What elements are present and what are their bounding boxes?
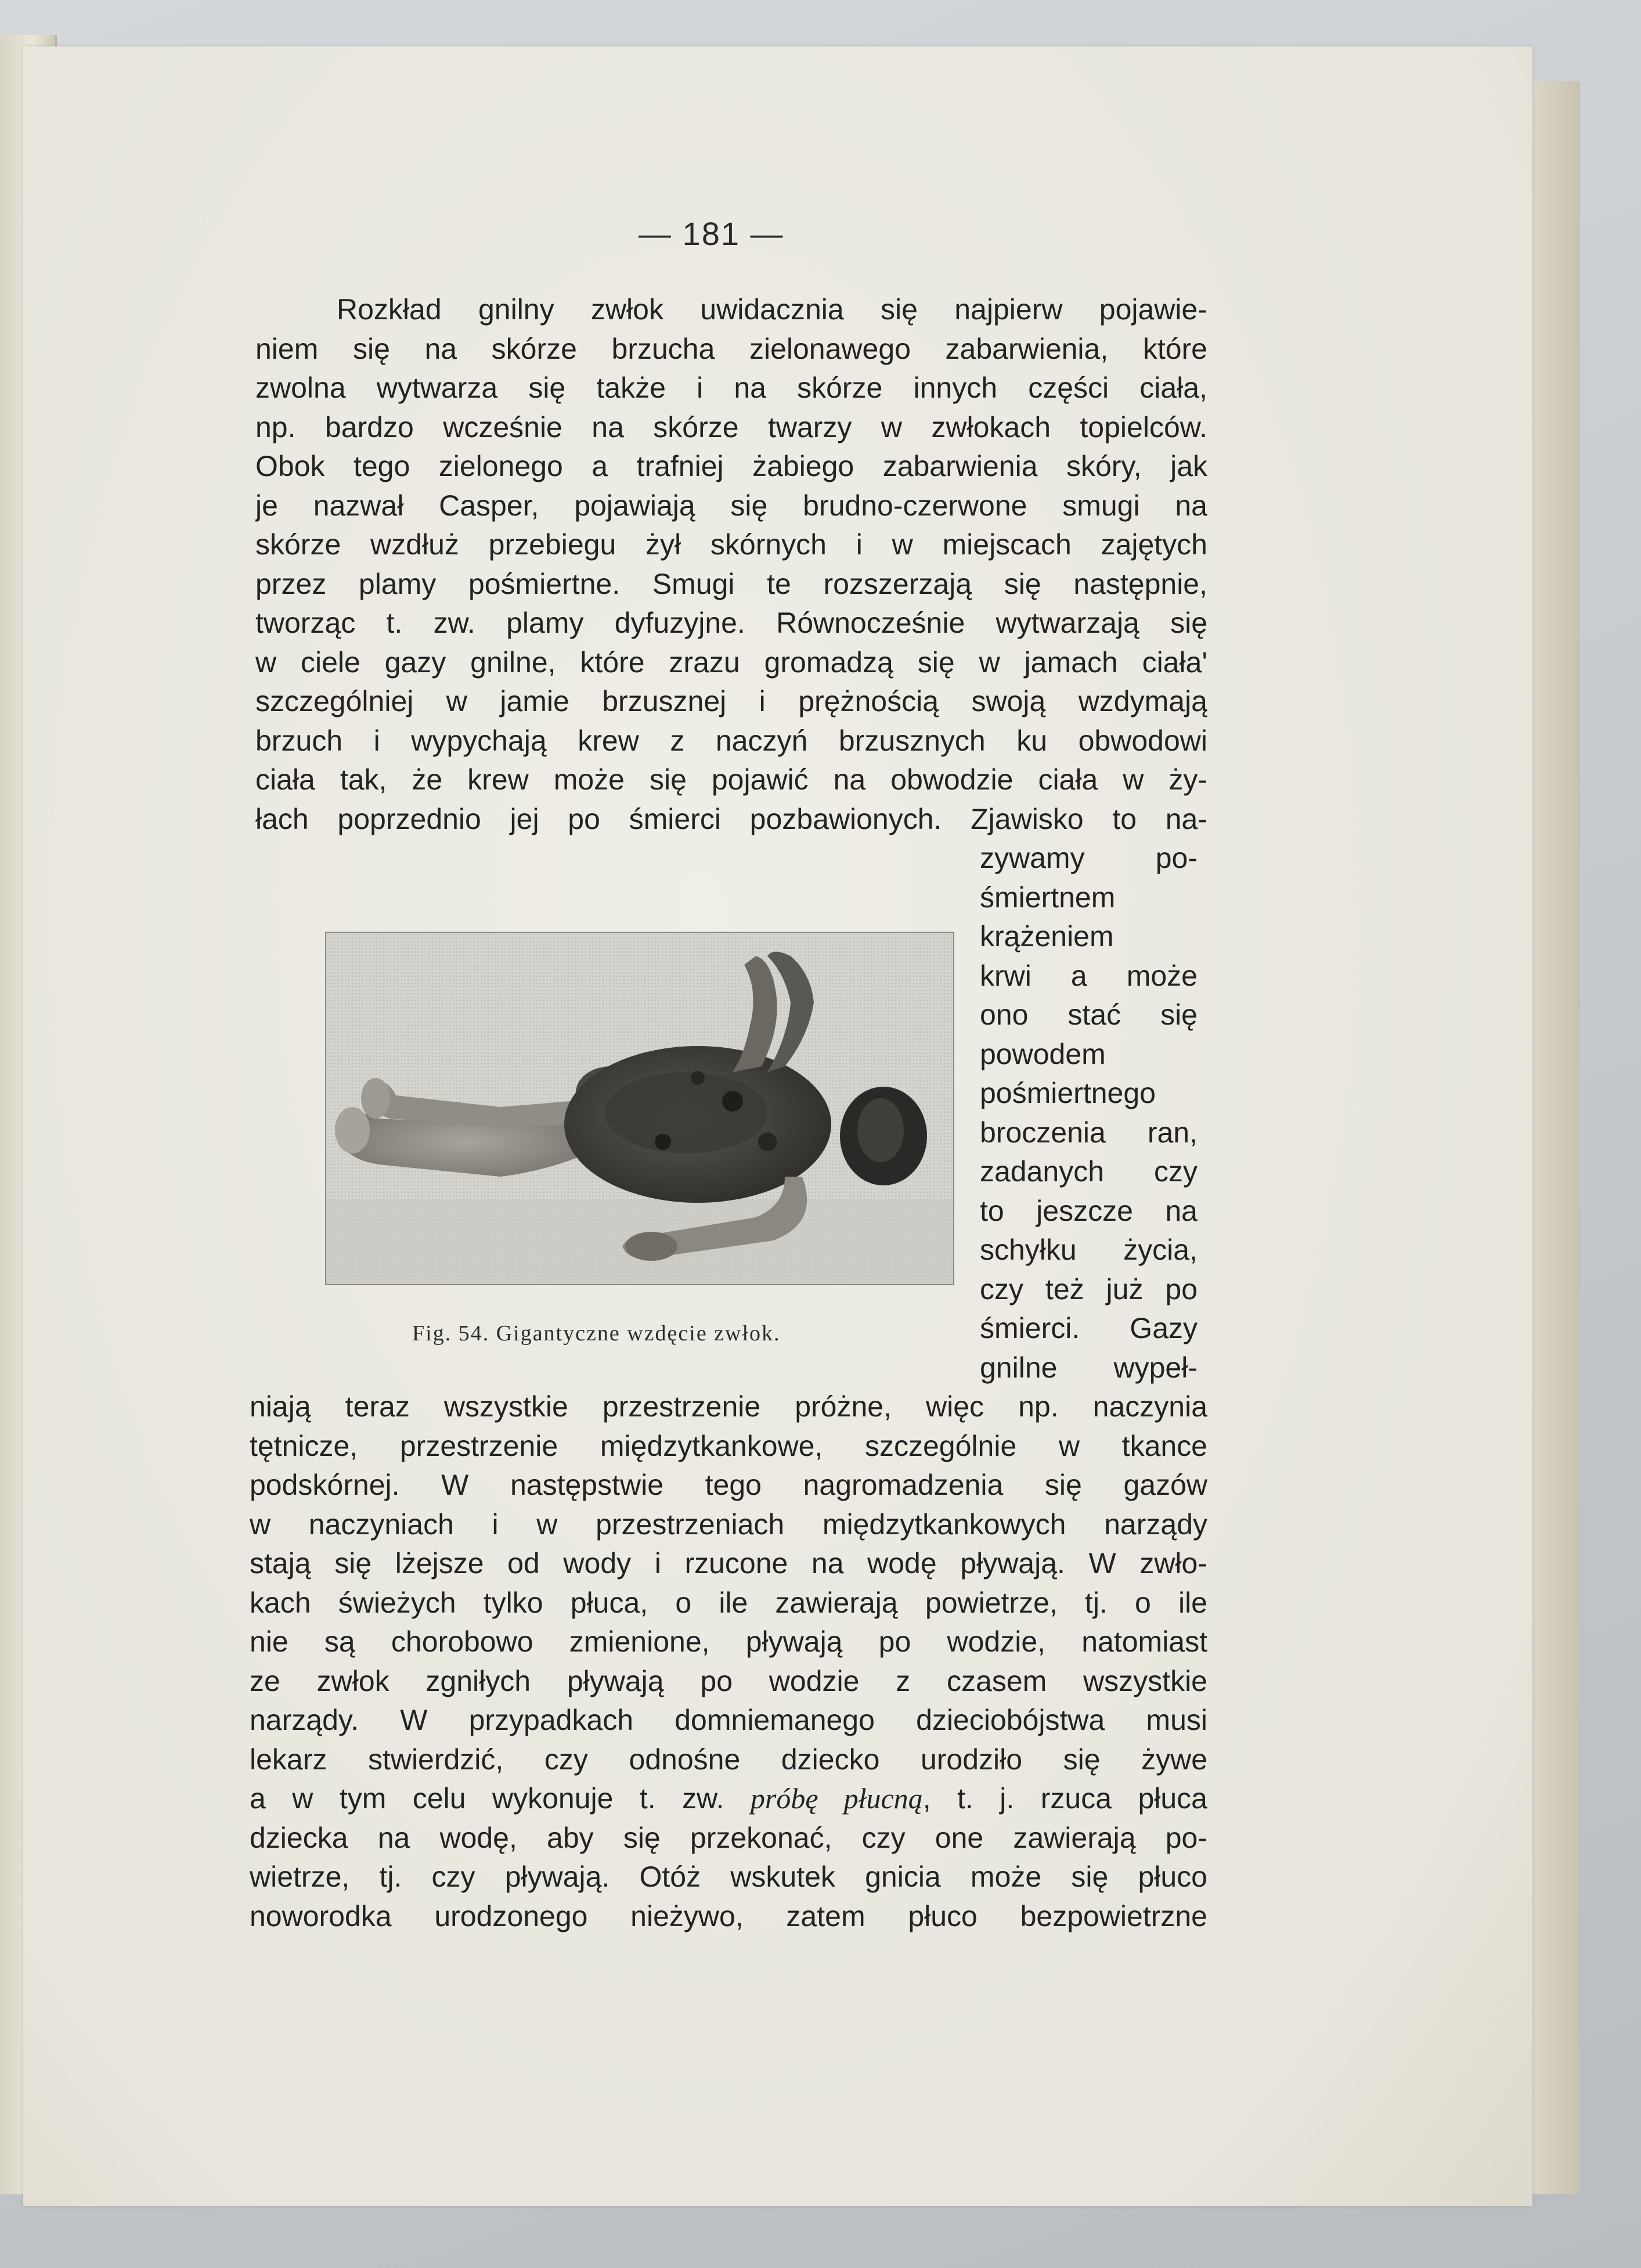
text-line: schyłku życia, — [980, 1234, 1198, 1266]
text-line: gnilne wypeł- — [980, 1351, 1198, 1384]
text-line: przez plamy pośmiertne. Smugi te rozszerzają się następnie, — [255, 567, 1207, 600]
text-line: zwolna wytwarza się także i na skórze innych części ciała, — [255, 372, 1207, 404]
text-line: krwi a może — [980, 959, 1198, 992]
text-line: zywamy po- — [980, 842, 1198, 874]
page-number: — 181 — — [639, 215, 784, 252]
paragraph-bottom — [250, 1387, 1207, 1936]
text-line: śmiertnem — [980, 881, 1116, 914]
figure-caption: Fig. 54. Gigantyczne wzdęcie zwłok. — [412, 1321, 781, 1346]
text-line: lekarz stwierdzić, czy odnośne dziecko urodziło się żywe — [250, 1743, 1207, 1776]
text-line: tworząc t. zw. plamy dyfuzyjne. Równocześnie wytwarzają się — [255, 607, 1207, 639]
halftone-photo-bloated-corpse-icon — [326, 933, 953, 1284]
text-line: narządy. W przypadkach domniemanego dzieciobójstwa musi — [250, 1704, 1207, 1736]
text-line: niem się na skórze brzucha zielonawego zabarwienia, które — [255, 332, 1207, 365]
text-line: powodem — [980, 1037, 1106, 1070]
text-line: noworodka urodzonego nieżywo, zatem płuco bezpowietrzne — [250, 1899, 1207, 1932]
text-line: to jeszcze na — [980, 1194, 1198, 1227]
text-line: szczególniej w jamie brzusznej i prężnością swoją wzdymają — [255, 685, 1207, 717]
text-line: je nazwał Casper, pojawiają się brudno-czerwone smugi na — [255, 489, 1207, 522]
text-line: brzuch i wypychają krew z naczyń brzusznych ku obwodowi — [255, 724, 1207, 757]
text-line: nie są chorobowo zmienione, pływają po wodzie, natomiast — [250, 1625, 1207, 1658]
text-line-italic: a w tym celu wykonuje t. zw. próbę płucną, t. j. rzuca płuca — [250, 1782, 1207, 1815]
text-line: ze zwłok zgniłych pływają po wodzie z czasem wszystkie — [250, 1664, 1207, 1697]
text-line: niają teraz wszystkie przestrzenie próżne, więc np. naczynia — [250, 1390, 1207, 1423]
text-line: kach świeżych tylko płuca, o ile zawierają powietrze, tj. o ile — [250, 1586, 1207, 1619]
text-line: Obok tego zielonego a trafniej żabiego zabarwienia skóry, jak — [255, 450, 1207, 482]
text-line: stają się lżejsze od wody i rzucone na wodę pływają. W zwło- — [250, 1547, 1207, 1580]
text-line: krążeniem — [980, 920, 1114, 953]
text-line: skórze wzdłuż przebiegu żył skórnych i w miejscach zajętych — [255, 528, 1207, 561]
text-line: zadanych czy — [980, 1155, 1198, 1188]
figure-photo — [325, 932, 954, 1285]
text-line: pośmiertnego — [980, 1077, 1156, 1109]
text-line: ciała tak, że krew może się pojawić na obwodzie ciała w ży- — [255, 763, 1207, 796]
book-page — [23, 46, 1532, 2206]
text-line: ono stać się — [980, 998, 1198, 1031]
text-line: Rozkład gnilny zwłok uwidacznia się najpierw pojawie- — [337, 293, 1207, 326]
text-line: łach poprzednio jej po śmierci pozbawionych. Zjawisko to na- — [255, 802, 1207, 835]
text-line: w naczyniach i w przestrzeniach międzytkankowych narządy — [250, 1508, 1207, 1541]
text-line: wietrze, tj. czy pływają. Otóż wskutek gnicia może się płuco — [250, 1860, 1207, 1893]
text-line: broczenia ran, — [980, 1116, 1198, 1149]
text-line: tętnicze, przestrzenie międzytkankowe, szczególnie w tkance — [250, 1429, 1207, 1462]
text-line: podskórnej. W następstwie tego nagromadzenia się gazów — [250, 1469, 1207, 1501]
text-line: w ciele gazy gnilne, które zrazu gromadzą się w jamach ciała' — [255, 646, 1207, 679]
text-line: czy też już po — [980, 1272, 1198, 1306]
text-line: dziecka na wodę, aby się przekonać, czy one zawierają po- — [250, 1821, 1207, 1854]
side-column-text — [980, 839, 1198, 1387]
italic-term: próbę płucną — [750, 1782, 923, 1815]
text-line: śmierci. Gazy — [980, 1312, 1198, 1344]
text-line: np. bardzo wcześnie na skórze twarzy w zwłokach topielców. — [255, 410, 1207, 443]
paragraph-top — [255, 290, 1207, 839]
